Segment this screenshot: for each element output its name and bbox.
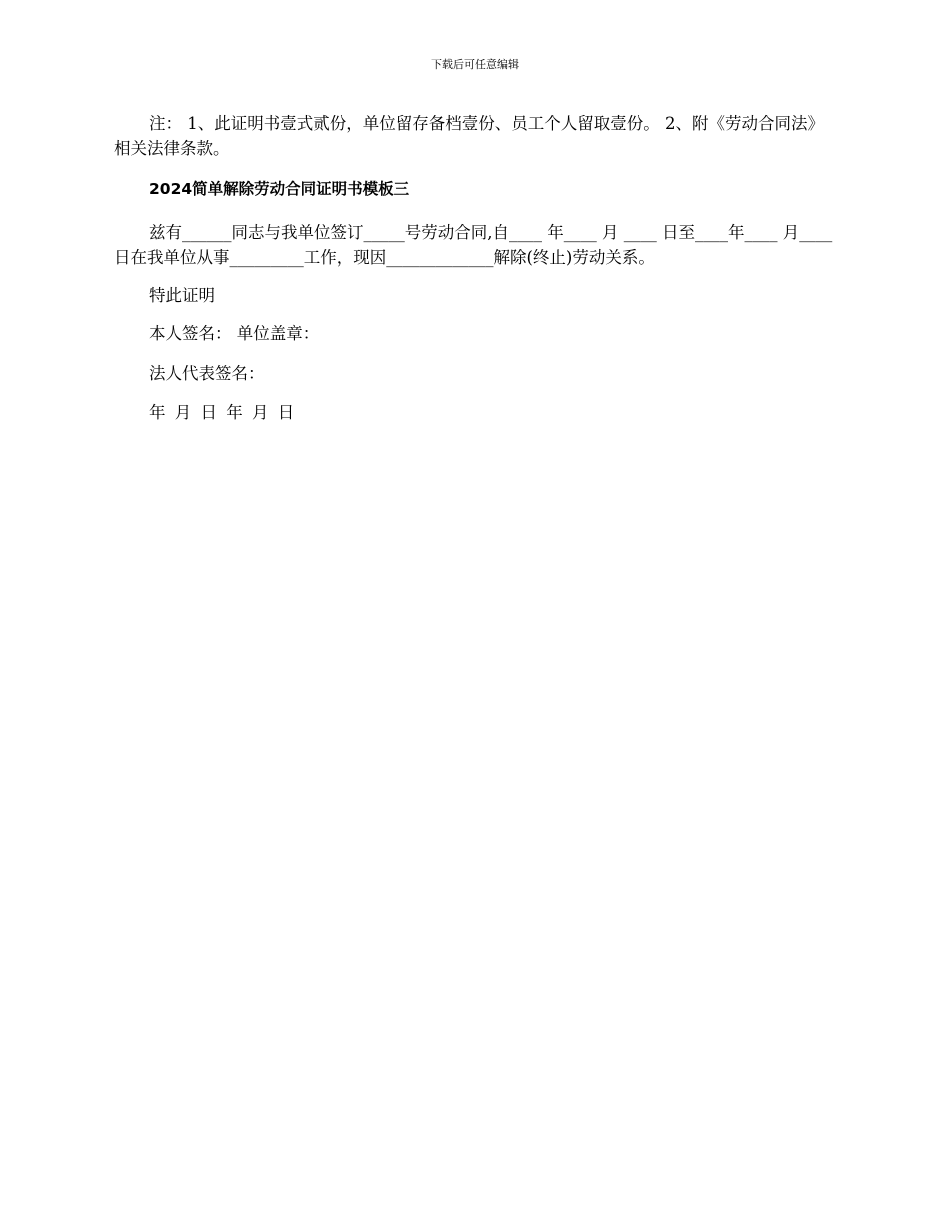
certificate-body-paragraph: 兹有______同志与我单位签订_____号劳动合同,自____ 年____ 月 ____ 日至____年____ 月____ 日在我单位从事_________工作，现因_____________解除(终止)劳动关系。	[114, 223, 833, 267]
signature-line: 本人签名： 单位盖章：	[149, 324, 320, 343]
legal-representative-line: 法人代表签名：	[149, 364, 265, 383]
page-header: 下载后可任意编辑	[431, 58, 519, 71]
date-line: 年 月 日 年 月 日	[149, 403, 295, 422]
certify-statement: 特此证明	[149, 286, 215, 305]
note-paragraph: 注： 1、此证明书壹式贰份，单位留存备档壹份、员工个人留取壹份。 2、附《劳动合同法》相关法律条款。	[114, 114, 824, 158]
document-body	[114, 111, 838, 425]
section-title: 2024简单解除劳动合同证明书模板三	[149, 180, 410, 198]
